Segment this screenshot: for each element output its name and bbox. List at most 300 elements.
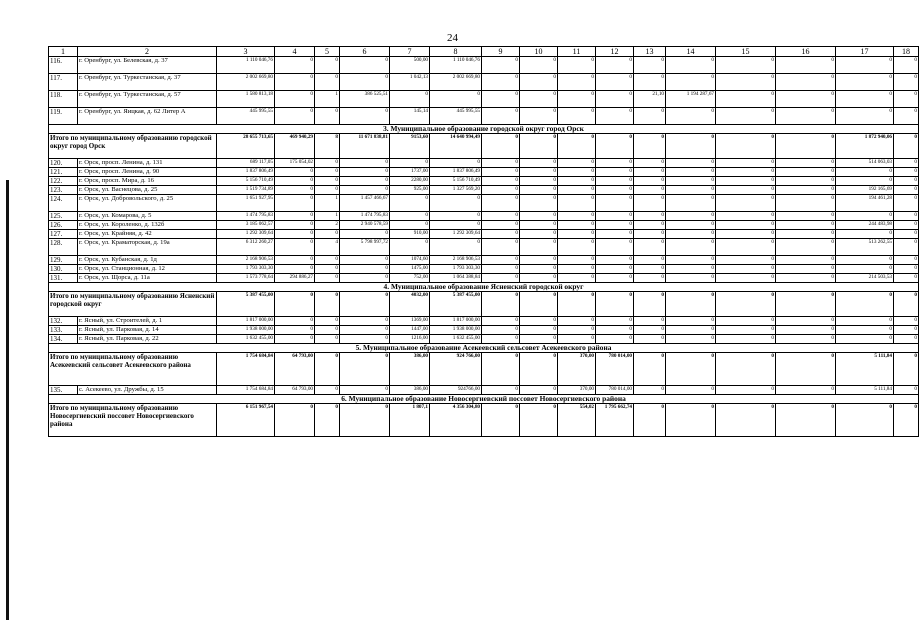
table-cell: 0 [558,195,596,212]
table-cell: 0 [558,168,596,177]
table-cell: 0 [430,91,482,108]
table-cell: 0 [315,159,340,168]
table-cell: 469 940,29 [275,134,315,159]
table-cell: 0 [634,326,666,335]
table-cell: 0 [716,91,776,108]
table-cell: 0 [634,404,666,437]
table-cell: 0 [894,186,919,195]
table-cell: 752,00 [390,274,430,283]
table-cell: 0 [776,108,836,125]
table-cell: 0 [716,159,776,168]
row-number: 121. [49,168,78,177]
table-row [49,221,919,230]
table-cell: 1 110 046,76 [430,57,482,74]
table-cell: 0 [894,317,919,326]
binding-edge-mark [6,180,9,620]
table-cell: 0 [520,335,558,344]
table-cell: 1 754 684,84 [217,353,275,386]
table-cell: 0 [666,239,716,256]
table-cell: 0 [894,239,919,256]
table-cell: 0 [596,317,634,326]
table-cell: 0 [836,335,894,344]
table-cell: 0 [430,221,482,230]
table-cell: 6 151 967,54 [217,404,275,437]
table-cell: 2 [315,221,340,230]
section-title: 4. Муниципальное образование Ясненский городской округ [49,283,919,292]
table-cell: 370,00 [558,353,596,386]
table-cell: 0 [596,221,634,230]
table-cell: 0 [430,195,482,212]
table-cell: 0 [894,74,919,91]
table-cell: 0 [836,177,894,186]
table-cell: 0 [666,57,716,74]
table-cell: 1447,00 [390,326,430,335]
table-cell: 0 [482,230,520,239]
table-row [49,168,919,177]
table-cell: 0 [275,74,315,91]
address-cell: г. Орск, ул. Комарова, д. 5 [78,212,217,221]
table-cell: 689 117,05 [217,159,275,168]
table-cell: 0 [716,274,776,283]
table-cell: 1 194 287,67 [666,91,716,108]
table-cell: 5 111,84 [836,353,894,386]
address-cell: г. Орск, ул. Станционная, д. 12 [78,265,217,274]
table-cell: 0 [716,186,776,195]
table-cell: 5 156 710,49 [217,177,275,186]
table-cell: 0 [894,108,919,125]
table-cell: 0 [666,265,716,274]
table-row [49,74,919,91]
address-cell: г. Орск, просп. Мира, д. 16 [78,177,217,186]
table-cell: 0 [315,256,340,265]
table-cell: 0 [894,404,919,437]
table-cell: 0 [596,292,634,317]
table-cell: 0 [482,186,520,195]
table-cell: 0 [894,230,919,239]
table-row [49,256,919,265]
table-cell: 1 817 000,00 [217,317,275,326]
row-number: 130. [49,265,78,274]
table-cell: 5 798 997,72 [340,239,390,256]
total-label: Итого по муниципальному образованию городской округ город Орск [49,134,217,159]
table-cell: 0 [275,221,315,230]
table-cell: 0 [776,274,836,283]
table-row [49,230,919,239]
table-cell: 0 [716,177,776,186]
table-cell: 0 [596,134,634,159]
column-header: 17 [836,47,894,57]
table-cell: 2 168 906,53 [217,256,275,265]
table-cell: 0 [558,159,596,168]
table-cell: 0 [836,108,894,125]
table-cell: 0 [315,353,340,386]
column-header: 5 [315,47,340,57]
table-cell: 0 [520,212,558,221]
table-cell: 0 [596,326,634,335]
table-cell: 0 [340,265,390,274]
address-cell: г. Орск, ул. Краматорская, д. 19а [78,239,217,256]
table-cell: 0 [558,91,596,108]
table-cell: 0 [666,274,716,283]
table-cell: 8 [315,134,340,159]
table-cell: 0 [716,353,776,386]
table-cell: 0 [634,212,666,221]
table-cell: 3 185 062,57 [217,221,275,230]
column-header: 13 [634,47,666,57]
table-cell: 0 [482,239,520,256]
table-cell: 0 [558,74,596,91]
table-cell: 0 [596,239,634,256]
table-cell: 500,00 [390,57,430,74]
table-cell: 0 [558,326,596,335]
table-cell: 0 [520,57,558,74]
data-table [48,46,919,437]
table-cell: 0 [558,317,596,326]
table-cell: 0 [776,317,836,326]
address-cell: г. Оренбург, ул. Белевская, д. 37 [78,57,217,74]
table-cell: 1 519 734,89 [217,186,275,195]
table-cell: 0 [666,335,716,344]
table-cell: 0 [776,177,836,186]
row-number: 131. [49,274,78,283]
table-cell: 924 766,00 [430,353,482,386]
total-row [49,134,919,159]
table-cell: 780 014,00 [596,353,634,386]
table-cell: 0 [776,386,836,395]
table-cell: 0 [558,265,596,274]
table-cell: 5 387 455,00 [217,292,275,317]
table-row [49,212,919,221]
table-cell: 0 [430,159,482,168]
table-cell: 0 [390,212,430,221]
column-header: 14 [666,47,716,57]
table-cell: 554,02 [558,404,596,437]
table-cell: 0 [520,353,558,386]
table-cell: 0 [520,159,558,168]
table-cell: 0 [558,212,596,221]
row-number: 118. [49,91,78,108]
table-cell: 0 [275,239,315,256]
total-label: Итого по муниципальному образованию Новосергиевский поссовет Новосергиевского района [49,404,217,437]
table-cell: 0 [776,265,836,274]
table-cell: 0 [666,159,716,168]
table-cell: 0 [666,177,716,186]
table-cell: 0 [275,108,315,125]
table-cell: 0 [716,404,776,437]
table-cell: 0 [482,57,520,74]
table-cell: 0 [776,57,836,74]
row-number: 124. [49,195,78,212]
table-cell: 0 [482,134,520,159]
table-cell: 0 [634,74,666,91]
table-cell: 0 [666,230,716,239]
table-row [49,108,919,125]
table-cell: 0 [520,256,558,265]
table-cell: 0 [275,57,315,74]
table-cell: 0 [836,74,894,91]
table-cell: 0 [776,239,836,256]
table-cell: 0 [634,57,666,74]
table-cell: 0 [558,256,596,265]
table-cell: 0 [776,186,836,195]
table-cell: 0 [776,292,836,317]
table-cell: 0 [596,195,634,212]
table-cell: 0 [482,335,520,344]
table-cell: 0 [666,195,716,212]
table-cell: 0 [634,134,666,159]
table-cell: 0 [315,335,340,344]
column-header: 12 [596,47,634,57]
table-cell: 0 [520,91,558,108]
table-cell: 0 [596,177,634,186]
table-cell: 910,00 [390,230,430,239]
table-cell: 0 [340,404,390,437]
table-row [49,186,919,195]
table-cell: 0 [482,91,520,108]
table-cell: 0 [596,212,634,221]
table-cell: 0 [634,159,666,168]
table-cell: 1 872 940,06 [836,134,894,159]
section-title: 3. Муниципальное образование городской округ город Орск [49,125,919,134]
total-row [49,353,919,386]
table-cell: 0 [634,239,666,256]
table-cell: 0 [634,177,666,186]
table-cell: 0 [716,386,776,395]
row-number: 117. [49,74,78,91]
table-cell: 1 474 795,83 [340,212,390,221]
table-cell: 1 807,1 [390,404,430,437]
table-cell: 1 817 000,00 [430,317,482,326]
row-number: 125. [49,212,78,221]
table-cell: 0 [482,221,520,230]
table-cell: 1 938 000,00 [430,326,482,335]
table-cell: 0 [390,91,430,108]
table-cell: 1074,60 [390,256,430,265]
table-cell: 0 [776,353,836,386]
table-cell: 1 837 806,49 [430,168,482,177]
table-cell: 0 [315,326,340,335]
table-cell: 294 886,27 [275,274,315,283]
table-cell: 513 262,55 [836,239,894,256]
table-cell: 9153,60 [390,134,430,159]
table-cell: 0 [666,292,716,317]
table-cell: 0 [520,221,558,230]
table-cell: 0 [558,274,596,283]
table-cell: 0 [315,404,340,437]
table-cell: 0 [340,177,390,186]
table-cell: 0 [634,274,666,283]
table-cell: 0 [776,212,836,221]
table-cell: 0 [894,335,919,344]
section-heading-row [49,344,919,353]
table-cell: 0 [275,404,315,437]
table-cell: 1 327 569,20 [430,186,482,195]
table-cell: 145,14 [390,108,430,125]
table-cell: 0 [558,186,596,195]
table-cell: 1 042,13 [390,74,430,91]
table-cell: 14 640 994,49 [430,134,482,159]
column-header: 9 [482,47,520,57]
table-cell: 0 [482,353,520,386]
table-cell: 1 457 466,67 [340,195,390,212]
table-cell: 0 [776,195,836,212]
table-cell: 192 165,69 [836,186,894,195]
table-cell: 1 [315,212,340,221]
table-cell: 1 [315,195,340,212]
row-number: 119. [49,108,78,125]
table-cell: 0 [520,265,558,274]
table-cell: 0 [340,292,390,317]
table-cell: 0 [634,168,666,177]
table-cell: 1 292 309,64 [430,230,482,239]
table-cell: 0 [716,230,776,239]
table-cell: 0 [482,274,520,283]
table-row [49,317,919,326]
table-cell: 2 002 669,80 [217,74,275,91]
total-label: Итого по муниципальному образованию Асекеевский сельсовет Асекеевского района [49,353,217,386]
table-cell: 1 064 388,84 [430,274,482,283]
table-cell: 0 [666,74,716,91]
table-cell: 0 [482,195,520,212]
table-cell: 0 [776,91,836,108]
table-cell: 0 [340,274,390,283]
table-cell: 0 [634,108,666,125]
table-row [49,239,919,256]
table-cell: 0 [634,221,666,230]
column-header: 11 [558,47,596,57]
table-cell: 0 [482,108,520,125]
table-cell: 0 [596,256,634,265]
table-cell: 0 [520,326,558,335]
table-cell: 1 793 303,30 [430,265,482,274]
address-cell: г. Оренбург, ул. Туркестанская, д. 57 [78,91,217,108]
table-cell: 0 [634,195,666,212]
table-cell: 0 [716,195,776,212]
address-cell: с. Асекеево, ул. Дружбы, д. 15 [78,386,217,395]
table-cell: 0 [390,239,430,256]
table-cell: 0 [520,168,558,177]
column-header: 3 [217,47,275,57]
table-cell: 0 [275,91,315,108]
column-header: 6 [340,47,390,57]
table-row [49,159,919,168]
table-cell: 0 [482,177,520,186]
table-cell: 0 [340,57,390,74]
table-cell: 1737,00 [390,168,430,177]
table-cell: 0 [430,212,482,221]
address-cell: г. Орск, ул. Васнецова, д. 25 [78,186,217,195]
table-cell: 0 [836,265,894,274]
table-cell: 0 [634,186,666,195]
table-cell: 0 [520,195,558,212]
row-number: 123. [49,186,78,195]
table-cell: 64 793,00 [275,353,315,386]
table-cell: 1 793 303,30 [217,265,275,274]
table-cell: 0 [894,292,919,317]
table-cell: 0 [666,256,716,265]
column-header: 15 [716,47,776,57]
table-cell: 1216,00 [390,335,430,344]
section-title: 5. Муниципальное образование Асекеевский сельсовет Асекеевского района [49,344,919,353]
table-cell: 0 [520,239,558,256]
table-cell: 0 [596,108,634,125]
table-cell: 0 [596,159,634,168]
table-row [49,326,919,335]
table-cell: 0 [596,91,634,108]
table-cell: 0 [315,230,340,239]
table-cell: 1 837 806,49 [217,168,275,177]
row-number: 133. [49,326,78,335]
table-cell: 0 [894,91,919,108]
table-cell: 0 [776,335,836,344]
table-cell: 1 632 455,00 [217,335,275,344]
table-cell: 0 [666,108,716,125]
table-cell: 2 002 669,80 [430,74,482,91]
column-header: 1 [49,47,78,57]
table-cell: 0 [558,221,596,230]
table-cell: 0 [482,326,520,335]
table-cell: 0 [315,265,340,274]
table-cell: 0 [482,159,520,168]
table-cell: 0 [666,353,716,386]
page-number: 24 [447,32,458,44]
table-cell: 0 [666,186,716,195]
table-cell: 514 063,03 [836,159,894,168]
table-cell: 0 [894,353,919,386]
table-cell: 0 [520,74,558,91]
table-cell: 0 [482,317,520,326]
column-header: 16 [776,47,836,57]
address-cell: г. Орск, ул. Короленко, д. 132б [78,221,217,230]
table-cell: 924766,00 [430,386,482,395]
table-cell: 0 [776,74,836,91]
table-cell: 0 [716,239,776,256]
table-cell: 0 [716,326,776,335]
table-cell: 0 [776,134,836,159]
address-cell: г. Оренбург, ул. Туркестанская, д. 37 [78,74,217,91]
table-cell: 0 [894,134,919,159]
table-cell: 0 [558,239,596,256]
total-row [49,292,919,317]
table-cell: 0 [482,168,520,177]
row-number: 128. [49,239,78,256]
table-cell: 21,10 [634,91,666,108]
table-cell: 0 [634,353,666,386]
table-cell: 0 [315,317,340,326]
table-cell: 0 [596,265,634,274]
table-cell: 1 754 684,84 [217,386,275,395]
table-cell: 0 [558,177,596,186]
total-label: Итого по муниципальному образованию Ясненский городской округ [49,292,217,317]
total-row [49,404,919,437]
table-cell: 0 [520,404,558,437]
table-cell: 0 [894,386,919,395]
table-cell: 0 [716,74,776,91]
table-cell: 0 [776,159,836,168]
table-row [49,195,919,212]
table-cell: 0 [894,195,919,212]
table-cell: 0 [558,230,596,239]
table-cell: 0 [716,265,776,274]
table-cell: 0 [776,230,836,239]
table-cell: 4032,00 [390,292,430,317]
table-cell: 0 [716,292,776,317]
table-cell: 0 [520,292,558,317]
table-cell: 0 [275,292,315,317]
table-cell: 194 461,28 [836,195,894,212]
table-cell: 0 [666,317,716,326]
table-cell: 0 [596,74,634,91]
